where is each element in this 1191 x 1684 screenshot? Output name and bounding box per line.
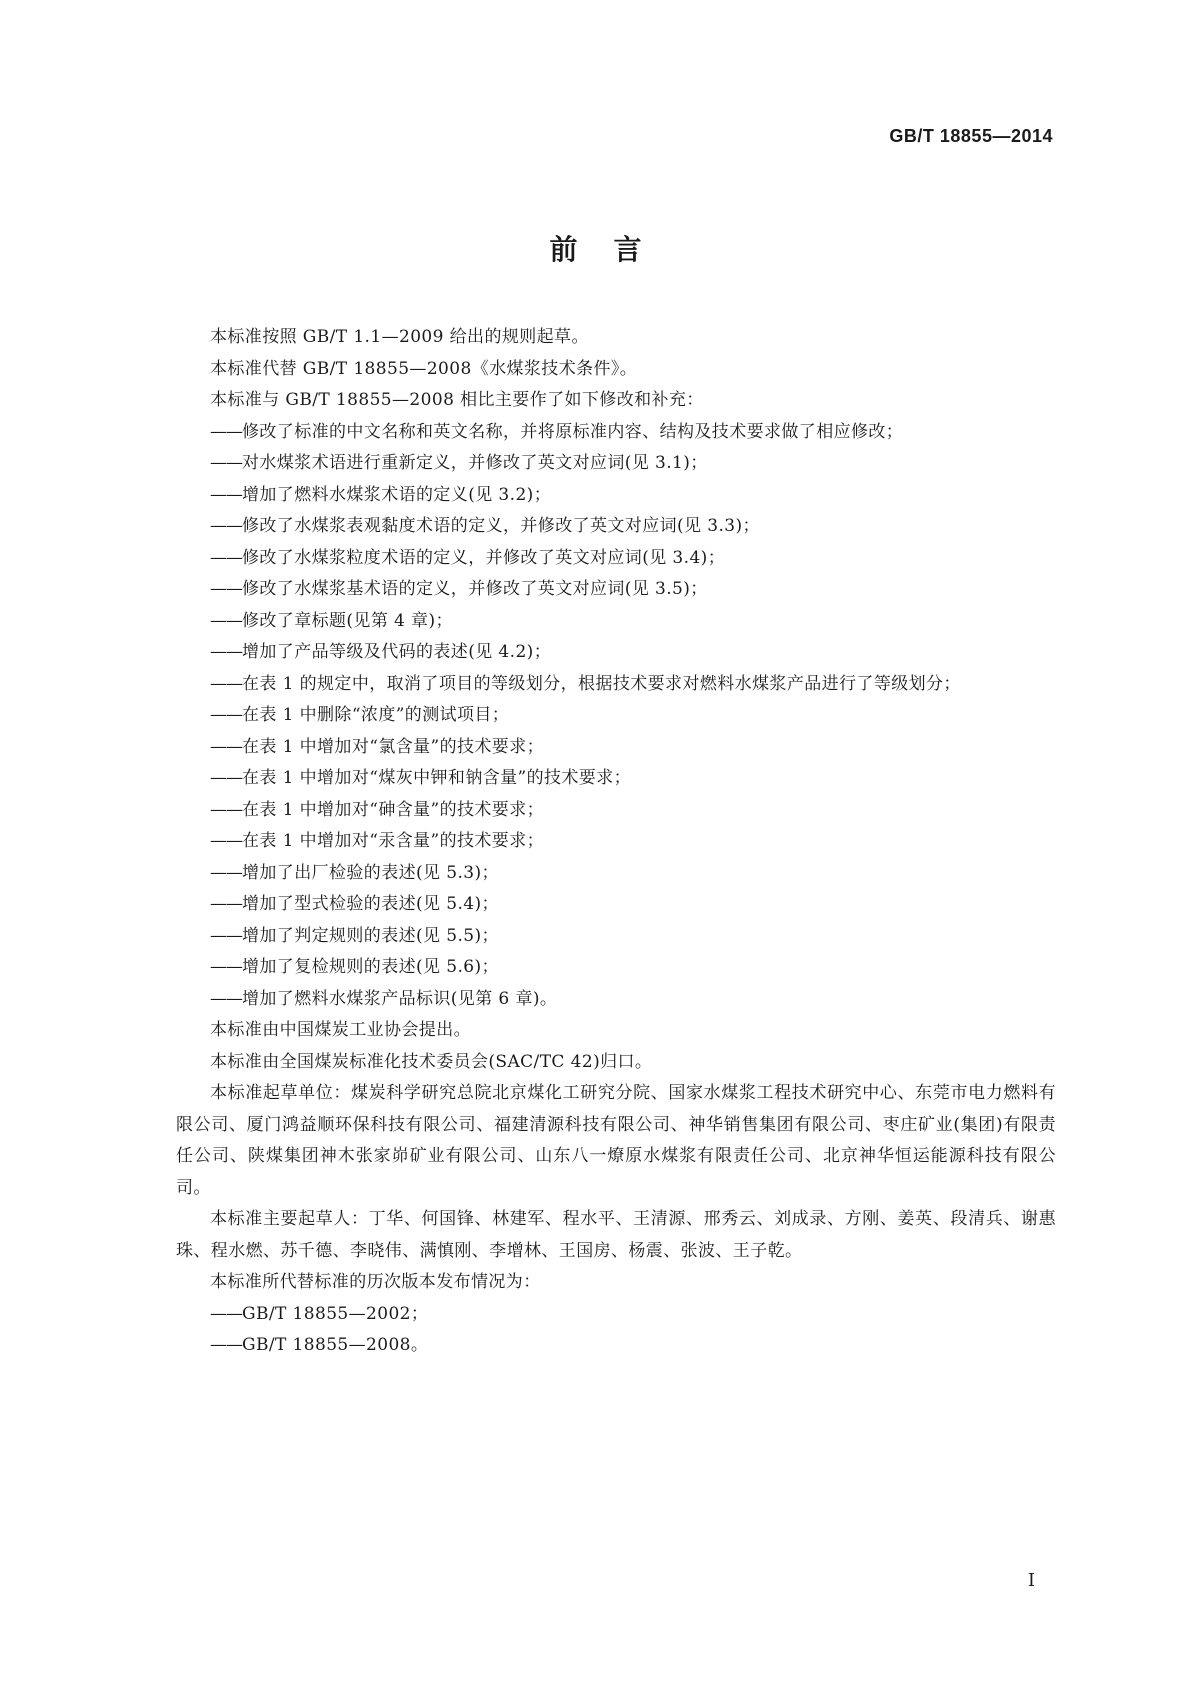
committee-paragraph: 本标准由全国煤炭标准化技术委员会(SAC/TC 42)归口。 bbox=[210, 1051, 653, 1072]
dash-marker: —— bbox=[210, 736, 242, 757]
dash-marker: —— bbox=[210, 484, 242, 505]
list-item-text: 修改了水煤浆粒度术语的定义，并修改了英文对应词(见 3.4)； bbox=[242, 547, 726, 568]
dash-marker: —— bbox=[210, 547, 242, 568]
dash-marker: —— bbox=[210, 957, 242, 977]
list-item bbox=[176, 952, 1056, 984]
list-item-text: 在表 1 的规定中，取消了项目的等级划分，根据技术要求对燃料水煤浆产品进行了等级划分； bbox=[242, 673, 961, 694]
list-item bbox=[176, 417, 1056, 449]
list-item bbox=[176, 606, 1056, 638]
dash-marker: —— bbox=[210, 421, 242, 442]
intro-paragraph: 本标准与 GB/T 18855—2008 相比主要作了如下修改和补充： bbox=[210, 390, 704, 410]
list-item-text: 在表 1 中增加对“煤灰中钾和钠含量”的技术要求； bbox=[242, 768, 632, 788]
dash-marker: —— bbox=[210, 610, 242, 631]
list-item-text: 增加了产品等级及代码的表述(见 4.2)； bbox=[242, 642, 552, 662]
dash-marker: —— bbox=[210, 799, 242, 820]
list-item bbox=[176, 984, 1056, 1016]
drafters-paragraph: 本标准主要起草人：丁华、何国锋、林建军、程水平、王清源、邢秀云、刘成录、方刚、姜英、段清兵、谢惠珠、程水燃、苏千德、李晓伟、满慎刚、李增林、王国房、杨震、张波、王子乾。 bbox=[176, 1209, 1056, 1261]
list-item bbox=[176, 858, 1056, 890]
list-item-text: 修改了水煤浆基术语的定义，并修改了英文对应词(见 3.5)； bbox=[242, 579, 708, 599]
list-item bbox=[176, 795, 1056, 827]
list-item-text: 对水煤浆术语进行重新定义，并修改了英文对应词(见 3.1)； bbox=[242, 453, 708, 473]
dash-marker: —— bbox=[210, 862, 242, 883]
list-item-text: 增加了燃料水煤浆产品标识(见第 6 章)。 bbox=[242, 988, 558, 1009]
intro-paragraph: 本标准按照 GB/T 1.1—2009 给出的规则起草。 bbox=[210, 327, 589, 347]
previous-versions-list bbox=[176, 1299, 1056, 1362]
list-item-text: 修改了水煤浆表观黏度术语的定义，并修改了英文对应词(见 3.3)； bbox=[242, 516, 760, 536]
list-item bbox=[176, 480, 1056, 512]
intro-paragraph: 本标准代替 GB/T 18855—2008《水煤浆技术条件》。 bbox=[210, 358, 638, 379]
standard-code: GB/T 18855—2014 bbox=[889, 126, 1053, 146]
list-item-text: 增加了型式检验的表述(见 5.4)； bbox=[242, 894, 499, 914]
list-item-text: GB/T 18855—2002； bbox=[242, 1303, 429, 1324]
list-item-text: 在表 1 中增加对“氯含量”的技术要求； bbox=[242, 736, 545, 757]
dash-marker: —— bbox=[210, 894, 242, 914]
list-item bbox=[176, 732, 1056, 764]
list-item-text: 增加了复检规则的表述(见 5.6)； bbox=[242, 957, 499, 977]
list-item bbox=[176, 921, 1056, 953]
foreword-content bbox=[176, 322, 1056, 1362]
list-item bbox=[176, 1299, 1056, 1331]
list-item bbox=[176, 511, 1056, 543]
list-item-text: GB/T 18855—2008。 bbox=[242, 1335, 429, 1355]
list-item-text: 在表 1 中增加对“砷含量”的技术要求； bbox=[242, 799, 545, 820]
dash-marker: —— bbox=[210, 579, 242, 599]
list-item-text: 修改了章标题(见第 4 章)； bbox=[242, 610, 453, 631]
dash-marker: —— bbox=[210, 925, 242, 946]
dash-marker: —— bbox=[210, 642, 242, 662]
dash-marker: —— bbox=[210, 516, 242, 536]
list-item bbox=[176, 669, 1056, 701]
list-item-text: 修改了标准的中文名称和英文名称，并将原标准内容、结构及技术要求做了相应修改； bbox=[242, 421, 904, 442]
drafting-units-paragraph: 本标准起草单位：煤炭科学研究总院北京煤化工研究分院、国家水煤浆工程技术研究中心、东莞市电力燃料有限公司、厦门鸿益顺环保科技有限公司、福建清源科技有限公司、神华销售集团有限公司、枣庄矿业(集团)有限责任公司、陕煤集团神木张家峁矿业有限公司、山东八一燎原水煤浆有限责任公司、北京神华恒运能源科技有限公司。 bbox=[176, 1083, 1056, 1198]
page-title: 前言 bbox=[549, 233, 678, 266]
list-item bbox=[176, 763, 1056, 795]
list-item-text: 增加了判定规则的表述(见 5.5)； bbox=[242, 925, 499, 946]
changes-list bbox=[176, 417, 1056, 1016]
list-item bbox=[176, 448, 1056, 480]
list-item bbox=[176, 826, 1056, 858]
list-item bbox=[176, 700, 1056, 732]
list-item bbox=[176, 543, 1056, 575]
list-item bbox=[176, 574, 1056, 606]
dash-marker: —— bbox=[210, 1335, 242, 1355]
list-item bbox=[176, 637, 1056, 669]
versions-intro-paragraph: 本标准所代替标准的历次版本发布情况为： bbox=[210, 1272, 541, 1292]
dash-marker: —— bbox=[210, 705, 242, 725]
dash-marker: —— bbox=[210, 988, 242, 1009]
dash-marker: —— bbox=[210, 1303, 242, 1324]
dash-marker: —— bbox=[210, 831, 242, 851]
proposer-paragraph: 本标准由中国煤炭工业协会提出。 bbox=[210, 1020, 471, 1040]
list-item-text: 在表 1 中删除“浓度”的测试项目； bbox=[242, 705, 510, 725]
list-item bbox=[176, 889, 1056, 921]
page-number: I bbox=[1027, 1570, 1035, 1591]
list-item-text: 增加了燃料水煤浆术语的定义(见 3.2)； bbox=[242, 484, 552, 505]
dash-marker: —— bbox=[210, 673, 242, 694]
list-item bbox=[176, 1330, 1056, 1362]
list-item-text: 增加了出厂检验的表述(见 5.3)； bbox=[242, 862, 499, 883]
dash-marker: —— bbox=[210, 768, 242, 788]
list-item-text: 在表 1 中增加对“汞含量”的技术要求； bbox=[242, 831, 545, 851]
dash-marker: —— bbox=[210, 453, 242, 473]
